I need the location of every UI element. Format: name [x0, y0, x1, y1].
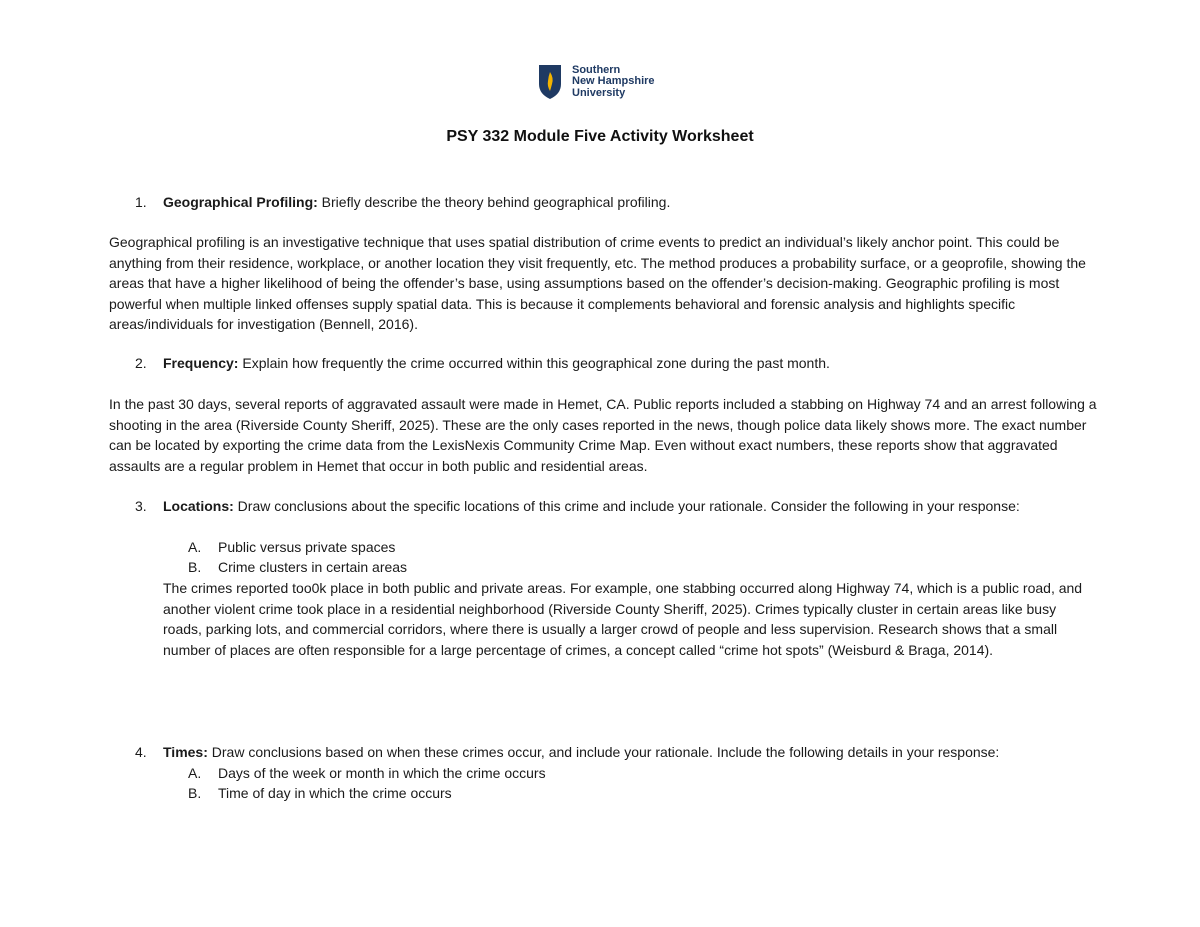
logo-line-1: Southern [572, 63, 621, 76]
logo-line-2: New Hampshire [572, 75, 655, 88]
answer-1: Geographical profiling is an investigative technique that uses spatial distribution of crime events to predict an individual’s likely anchor point. This could be anything from their residence, workplace, or another location they visit frequently, etc. The method produces a probability surface, or a geoprofile, showing the areas that have a higher likelihood of being the offender’s base, using assumptions based on the offender’s decision-making. Geographic profiling is most powerful when multiple linked offenses supply spatial data. This is because it complements behavioral and forensic analysis and highlights specific areas/individuals for investigation (Bennell, 2016). [109, 234, 1086, 332]
list-item-text: Public versus private spaces [218, 539, 396, 555]
list-item-text: Days of the week or month in which the crime occurs [218, 765, 546, 781]
list-item-letter: B. [188, 559, 202, 575]
question-prompt: Draw conclusions about the specific locations of this crime and include your rationale. Consider the following in your response: [233, 498, 1020, 514]
shield-icon [538, 64, 562, 100]
list-item-letter: A. [188, 539, 202, 555]
question-prompt: Draw conclusions based on when these crimes occur, and include your rationale. Include the following details in your response: [207, 744, 1000, 760]
question-label: Frequency: [163, 355, 239, 371]
question-text [163, 192, 1083, 213]
list-item-letter: A. [188, 765, 202, 781]
logo-line-3: University [572, 86, 626, 99]
list-item-letter: B. [188, 785, 202, 801]
page-title: PSY 332 Module Five Activity Worksheet [446, 128, 754, 145]
question-label: Geographical Profiling: [163, 194, 318, 210]
question-number: 1. [135, 194, 147, 210]
answer-2: In the past 30 days, several reports of aggravated assault were made in Hemet, CA. Public reports included a stabbing on Highway 74 and an arrest following a shooting in the area (Riverside County Sheriff, 2025). These are the only cases reported in the news, though police data likely shows more. The exact number can be located by exporting the crime data from the LexisNexis Community Crime Map. Even without exact numbers, these reports show that aggravated assaults are a regular problem in Hemet that occur in both public and residential areas. [109, 396, 1097, 474]
question-number: 2. [135, 355, 147, 371]
list-item-text: Time of day in which the crime occurs [218, 785, 452, 801]
question-prompt: Explain how frequently the crime occurred within this geographical zone during the past month. [238, 355, 830, 371]
list-item-text: Crime clusters in certain areas [218, 559, 408, 575]
logo-text [572, 65, 655, 100]
question-number: 4. [135, 744, 147, 760]
question-text [163, 742, 1083, 763]
question-label: Times: [163, 744, 208, 760]
question-text [163, 353, 1083, 374]
question-number: 3. [135, 498, 147, 514]
answer-3: The crimes reported too0k place in both public and private areas. For example, one stabbing occurred along Highway 74, which is a public road, and another violent crime took place in a residential neighborhood (Riverside County Sheriff, 2025). Crimes typically cluster in certain areas like busy roads, parking lots, and commercial corridors, where there is usually a larger crowd of people and less supervision. Research shows that a small number of places are often responsible for a large percentage of crimes, a concept called “crime hot spots” (Weisburd & Braga, 2014). [163, 580, 1083, 658]
university-logo [538, 64, 655, 100]
question-text [163, 496, 1083, 517]
question-prompt: Briefly describe the theory behind geographical profiling. [317, 194, 671, 210]
question-label: Locations: [163, 498, 234, 514]
